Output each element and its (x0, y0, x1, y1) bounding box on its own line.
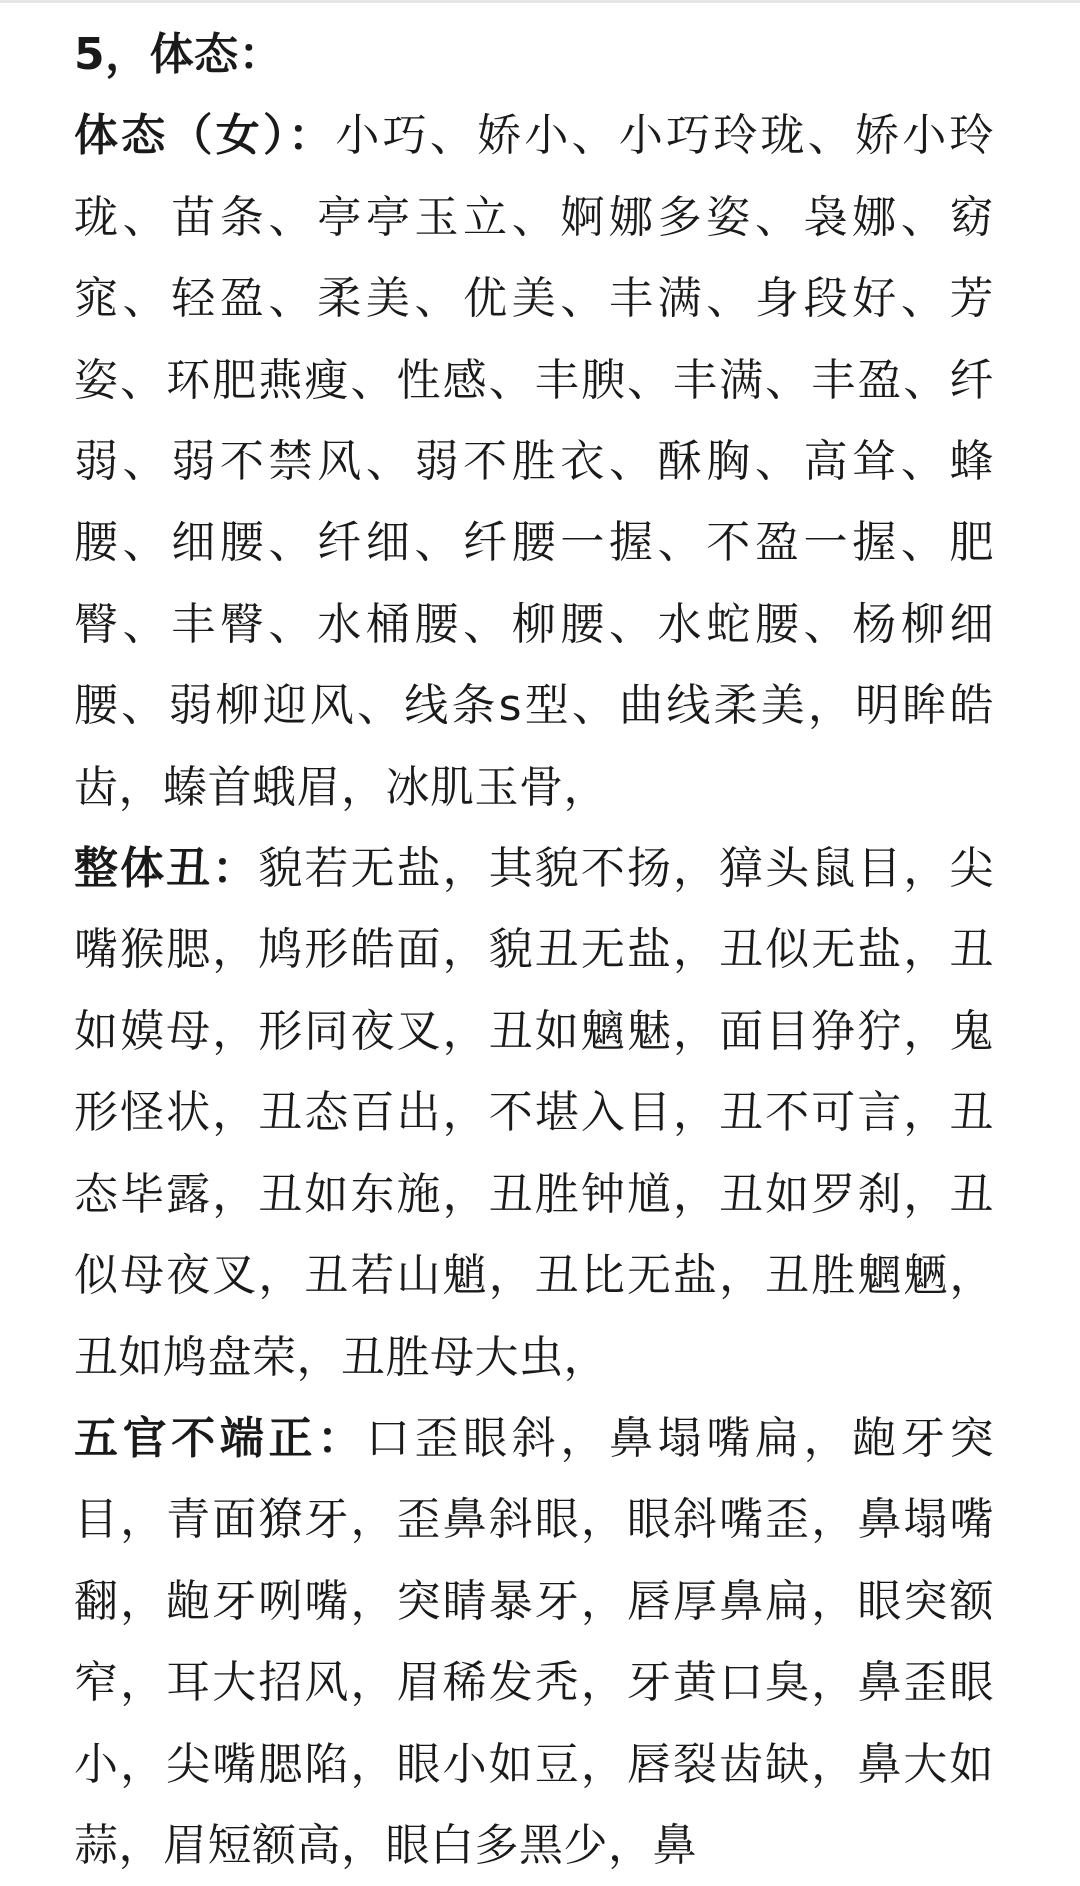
paragraph-female-figure (74, 95, 994, 828)
section-heading: 5，体态： (74, 29, 284, 80)
paragraph-lead: 五官不端正： (74, 1412, 366, 1464)
paragraph-overall-ugly (74, 828, 994, 1398)
paragraph-text: 口歪眼斜，鼻塌嘴扁，龅牙突目，青面獠牙，歪鼻斜眼，眼斜嘴歪，鼻塌嘴翻，龅牙咧嘴，突睛暴牙，唇厚鼻扁，眼突额窄，耳大招风，眉稀发秃，牙黄口臭，鼻歪眼小，尖嘴腮陷，眼小如豆，唇裂齿缺，鼻大如蒜，眉短额高，眼白多黑少，鼻 (74, 1412, 995, 1871)
top-divider (0, 0, 1080, 3)
paragraph-lead: 体态（女）： (74, 110, 336, 162)
paragraph-text: 小巧、娇小、小巧玲珑、娇小玲珑、苗条、亭亭玉立、婀娜多姿、袅娜、窈窕、轻盈、柔美、优美、丰满、身段好、芳姿、环肥燕瘦、性感、丰腴、丰满、丰盈、纤弱、弱不禁风、弱不胜衣、酥胸、高耸、蜂腰、细腰、纤细、纤腰一握、不盈一握、肥臀、丰臀、水桶腰、柳腰、水蛇腰、杨柳细腰、弱柳迎风、线条s型、曲线柔美，明眸皓齿，螓首蛾眉，冰肌玉骨， (74, 110, 994, 813)
paragraph-text: 貌若无盐，其貌不扬，獐头鼠目，尖嘴猴腮，鸠形皓面，貌丑无盐，丑似无盐，丑如嫫母，形同夜叉，丑如魑魅，面目狰狞，鬼形怪状，丑态百出，不堪入目，丑不可言，丑态毕露，丑如东施，丑胜钟馗，丑如罗刹，丑似母夜叉，丑若山魈，丑比无盐，丑胜魍魉，丑如鸠盘荣，丑胜母大虫， (74, 843, 995, 1383)
paragraph-features-uneven (74, 1398, 994, 1886)
paragraph-lead: 整体丑： (74, 843, 259, 895)
article-body (74, 14, 994, 1886)
